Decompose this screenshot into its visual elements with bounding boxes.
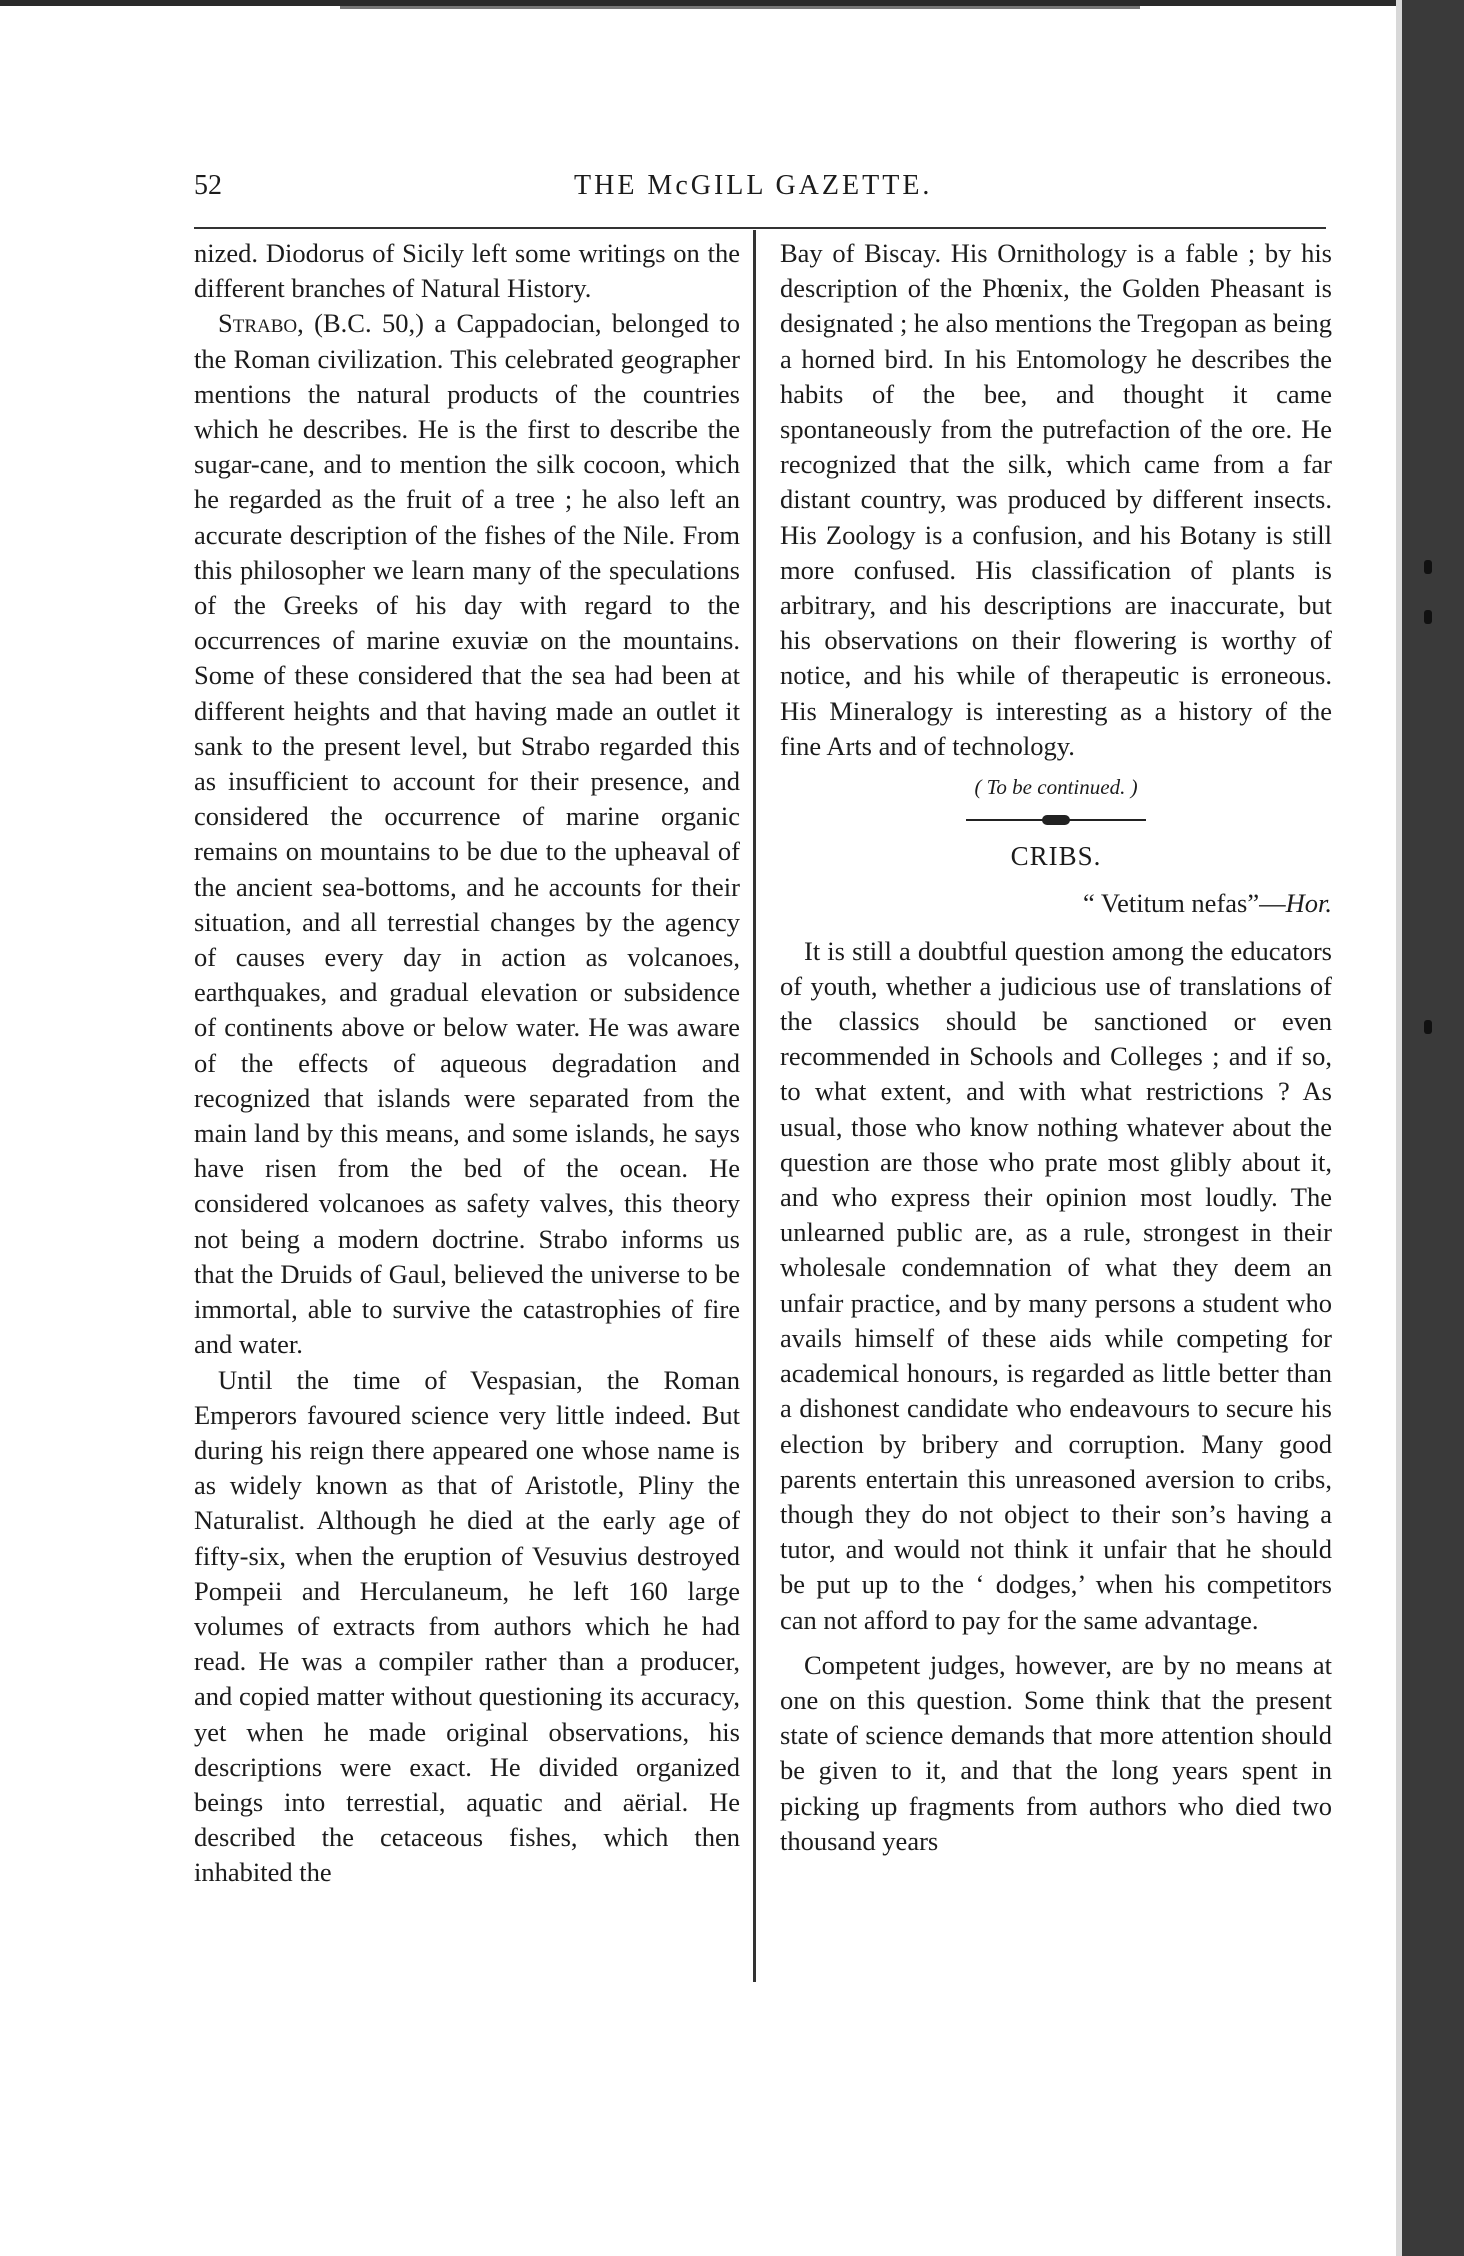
header-rule xyxy=(194,227,1326,229)
to-be-continued: ( To be continued. ) xyxy=(974,775,1138,800)
epigraph-source: Hor. xyxy=(1285,888,1332,919)
margin-mark xyxy=(1424,610,1432,624)
section-title: CRIBS. xyxy=(1010,841,1102,872)
paragraph: Competent judges, however, are by no means at one on this question. Some think that the present state of science demands that more attention should be given to it, and that the long years spent in picking up fragments from authors who died two thousand years xyxy=(780,1649,1332,1856)
page-header xyxy=(194,170,1344,210)
paragraph xyxy=(194,306,740,1362)
epigraph-quote: “ Vetitum nefas”— xyxy=(1082,888,1286,919)
paragraph: nized. Diodorus of Sicily left some writings on the different branches of Natural History. xyxy=(194,238,740,304)
running-head: THE McGILL GAZETTE. xyxy=(574,170,933,201)
left-column xyxy=(194,236,740,1891)
page-number: 52 xyxy=(194,170,222,201)
paragraph: Until the time of Vespasian, the Roman Emperors favoured science very little indeed. But during his reign there appeared one whose name is as widely known as that of Aristotle, Pliny the Naturalist. Although he died at the early age of fifty-six, when the eruption of Vesuvius destroyed Pompeii and Herculaneum, he left 160 large volumes of extracts from authors which he had read. He was a compiler rather than a producer, and copied matter without questioning its accuracy, yet when he made original observations, his descriptions were exact. He divided organized beings into terrestial, aquatic and aërial. He described the cetaceous fishes, which then inhabited the xyxy=(194,1364,740,1888)
epigraph xyxy=(780,886,1332,921)
paragraph: It is still a doubtful question among the educators of youth, whether a judicious use of translations of the classics should be sanctioned or even recommended in Schools and Colleges ; and if so, to what extent, and with what restrictions ? As usual, those who know nothing whatever about the question are those who prate most glibly about it, and who express their opinion most loudly. The unlearned public are, as a rule, strongest in their wholesale condemnation of what they deem an unfair practice, and by many persons a student who avails himself of these aids while competing for academical honours, is regarded as little better than a dishonest candidate who endeavours to secure his election by bribery and corruption. Many good parents entertain this unreasoned aversion to cribs, though they do not object to their son’s having a tutor, and would not think it unfair that he should be put up to the ‘ dodges,’ when his competitors can not afford to pay for the same advantage. xyxy=(780,935,1332,1635)
margin-mark xyxy=(1424,1020,1432,1034)
strabo-name: Strabo, xyxy=(218,308,304,339)
margin-mark xyxy=(1424,560,1432,574)
scan-right-edge xyxy=(1402,0,1464,2256)
column-divider xyxy=(753,230,756,1982)
page-top-shadow xyxy=(340,6,1140,9)
section-ornament xyxy=(966,813,1146,827)
paragraph: Bay of Biscay. His Ornithology is a fable ; by his description of the Phœnix, the Golden Pheasant is designated ; he also mentions the Tregopan as being a horned bird. In his Entomology he describes the habits of the bee, and thought it came spontaneously from the putrefaction of the ore. He recognized that the silk, which came from a far distant country, was produced by different insects. His Zoology is a confusion, and his Botany is still more confused. His classification of plants is arbitrary, and his descriptions are inaccurate, but his observations on their flowering is worthy of notice, and his while of therapeutic is erroneous. His Mineralogy is interesting as a history of the fine Arts and of technology. xyxy=(780,238,1332,761)
paragraph-text: (B.C. 50,) a Cappadocian, belonged to the Roman civilization. This celebrated geographer mentions the natural products of the countries which he describes. He is the first to describe the sugar-cane, and to mention the silk cocoon, which he regarded as the fruit of a tree ; he also left an accurate description of the fishes of the Nile. From this philosopher we learn many of the speculations of the Greeks of his day with regard to the occurrences of marine exuviæ on the mountains. Some of these considered that the sea had been at different heights and that having made an outlet it sank to the present level, but Strabo regarded this as insufficient to account for their presence, and considered the occurrence of marine organic remains on mountains to be due to the upheaval of the ancient sea-bottoms, and he accounts for their situation, and all terrestial changes by the agency of causes every day in action as volcanoes, earthquakes, and gradual elevation or subsidence of continents above or below water. He was aware of the effects of aqueous degradation and recognized that islands were separated from the main land by this means, and some islands, he says have risen from the bed of the ocean. He considered volcanoes as safety valves, this theory not being a modern doctrine. Strabo informs us that the Druids of Gaul, believed the universe to be immortal, able to survive the catastrophies of fire and water. xyxy=(194,308,740,1360)
right-column xyxy=(780,236,1332,1859)
